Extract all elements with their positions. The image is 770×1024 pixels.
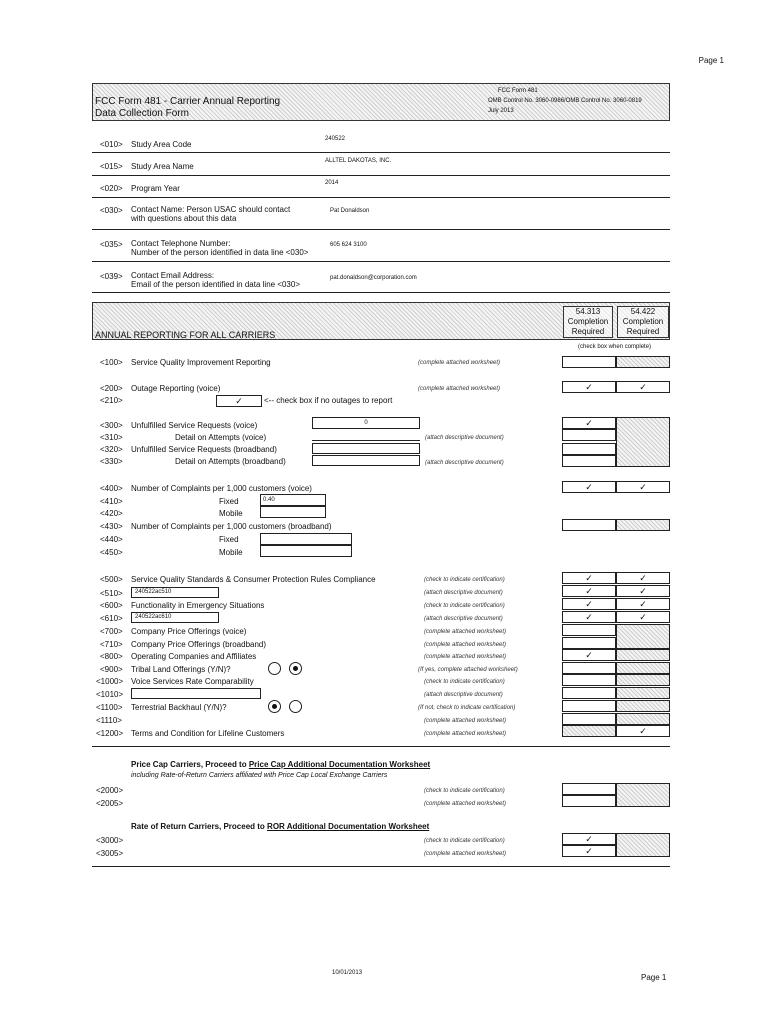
row-note: (attach descriptive document) bbox=[425, 435, 504, 441]
row-label: Terrestrial Backhaul (Y/N)? bbox=[131, 703, 227, 712]
checkbox-100-313[interactable] bbox=[562, 356, 616, 368]
checkbox-610-313[interactable]: ✓ bbox=[562, 611, 616, 623]
complaints-voice-mobile-input[interactable] bbox=[260, 506, 326, 518]
form-title: FCC Form 481 - Carrier Annual Reporting bbox=[95, 96, 281, 107]
col-54-313-header: 54.313 Completion Required bbox=[563, 306, 613, 338]
row-note: (check to indicate certification) bbox=[424, 679, 505, 685]
section-header bbox=[92, 302, 670, 340]
row-note: (complete attached worksheet) bbox=[418, 360, 501, 366]
program-year-value[interactable]: 2014 bbox=[325, 180, 339, 186]
doc-510-input[interactable]: 240522ac510 bbox=[131, 587, 219, 598]
row-label: Outage Reporting (voice) bbox=[131, 384, 221, 393]
field-code: <010> bbox=[100, 140, 123, 149]
row-note: (complete attached worksheet) bbox=[424, 801, 507, 807]
detail-broadband-input[interactable] bbox=[312, 455, 420, 466]
row-label: Terms and Condition for Lifeline Customers bbox=[131, 729, 285, 738]
field-label: Contact Email Address: bbox=[131, 271, 215, 280]
contact-email-value[interactable]: pat.donaldson@corporation.com bbox=[330, 275, 417, 281]
row-code: <3000> bbox=[96, 836, 124, 845]
checkbox-600-422[interactable]: ✓ bbox=[616, 598, 670, 610]
row-note: (If not, check to indicate certification) bbox=[418, 705, 516, 711]
row-label: Service Quality Standards & Consumer Protection Rules Compliance bbox=[131, 575, 376, 584]
row-code: <320> bbox=[100, 445, 123, 454]
row-note: (complete attached worksheet) bbox=[424, 629, 507, 635]
study-area-name-value[interactable]: ALLTEL DAKOTAS, INC. bbox=[325, 158, 392, 164]
row-code: <500> bbox=[100, 575, 123, 584]
unfulfilled-broadband-input[interactable] bbox=[312, 443, 420, 454]
form-header bbox=[92, 83, 670, 121]
checkbox-700-313[interactable] bbox=[562, 624, 616, 636]
row-label: Service Quality Improvement Reporting bbox=[131, 358, 271, 367]
row-note: (check to indicate certification) bbox=[424, 603, 505, 609]
row-code: <610> bbox=[100, 614, 123, 623]
row-note: (attach descriptive document) bbox=[424, 590, 503, 596]
na-700-422 bbox=[616, 624, 670, 649]
na-800-422 bbox=[616, 649, 670, 661]
row-note: (If yes, complete attached worksheet) bbox=[418, 667, 518, 673]
doc-1010-input[interactable] bbox=[131, 688, 261, 699]
tribal-yes-radio[interactable] bbox=[268, 662, 281, 675]
row-code: <420> bbox=[100, 509, 123, 518]
field-code: <015> bbox=[100, 162, 123, 171]
checkbox-610-422[interactable]: ✓ bbox=[616, 611, 670, 623]
checkbox-600-313[interactable]: ✓ bbox=[562, 598, 616, 610]
row-note: (check to indicate certification) bbox=[424, 838, 505, 844]
checkbox-3005-313[interactable]: ✓ bbox=[562, 845, 616, 857]
row-label: Functionality in Emergency Situations bbox=[131, 601, 265, 610]
tribal-no-radio[interactable] bbox=[289, 662, 302, 675]
row-note: (attach descriptive document) bbox=[424, 692, 503, 698]
backhaul-yes-radio[interactable] bbox=[268, 700, 281, 713]
na-3000-422 bbox=[616, 833, 670, 857]
na-2000-422 bbox=[616, 783, 670, 807]
checkbox-2005-313[interactable] bbox=[562, 795, 616, 807]
row-label: Operating Companies and Affiliates bbox=[131, 652, 257, 661]
field-label-sub: Number of the person identified in data line <030> bbox=[131, 248, 309, 257]
row-note: (complete attached worksheet) bbox=[424, 642, 507, 648]
row-label: Detail on Attempts (broadband) bbox=[175, 457, 286, 466]
row-label: Detail on Attempts (voice) bbox=[175, 433, 267, 442]
footer-date: 10/01/2013 bbox=[332, 970, 363, 976]
row-label: Mobile bbox=[219, 509, 243, 518]
field-label: Contact Telephone Number: bbox=[131, 239, 231, 248]
row-code: <330> bbox=[100, 457, 123, 466]
row-label: Fixed bbox=[219, 497, 239, 506]
row-code: <2000> bbox=[96, 786, 124, 795]
na-430-422 bbox=[616, 519, 670, 531]
na-100-422 bbox=[616, 356, 670, 368]
row-note: (check to indicate certification) bbox=[424, 788, 505, 794]
complaints-broadband-mobile-input[interactable] bbox=[260, 545, 352, 557]
row-label: Company Price Offerings (broadband) bbox=[131, 640, 267, 649]
row-label: Number of Complaints per 1,000 customers (broadband) bbox=[131, 522, 332, 531]
ror-worksheet-link[interactable]: ROR Additional Documentation Worksheet bbox=[267, 822, 430, 831]
row-note: (complete attached worksheet) bbox=[424, 851, 507, 857]
row-code: <100> bbox=[100, 358, 123, 367]
checkbox-3000-313[interactable]: ✓ bbox=[562, 833, 616, 845]
contact-name-value[interactable]: Pat Donaldson bbox=[330, 208, 370, 214]
checkbox-710-313[interactable] bbox=[562, 637, 616, 649]
row-label: Mobile bbox=[219, 548, 243, 557]
row-code: <450> bbox=[100, 548, 123, 557]
price-cap-heading: Price Cap Carriers, Proceed to Price Cap Additional Documentation Worksheet bbox=[131, 760, 431, 769]
no-outages-label: <-- check box if no outages to report bbox=[264, 396, 393, 405]
field-code: <030> bbox=[100, 206, 123, 215]
checkbox-400-313[interactable]: ✓ bbox=[562, 481, 616, 493]
checkbox-200-422[interactable]: ✓ bbox=[616, 381, 670, 393]
field-code: <020> bbox=[100, 184, 123, 193]
row-code: <1110> bbox=[96, 716, 122, 725]
row-label: Company Price Offerings (voice) bbox=[131, 627, 247, 636]
row-label: Number of Complaints per 1,000 customers (voice) bbox=[131, 484, 312, 493]
row-note: (complete attached worksheet) bbox=[424, 718, 507, 724]
row-code: <600> bbox=[100, 601, 123, 610]
row-code: <300> bbox=[100, 421, 123, 430]
row-label: Fixed bbox=[219, 535, 239, 544]
field-label: Study Area Code bbox=[131, 140, 192, 149]
checkbox-2000-313[interactable] bbox=[562, 783, 616, 795]
row-note: (complete attached worksheet) bbox=[424, 654, 507, 660]
na-1100-422 bbox=[616, 700, 670, 712]
row-note: (complete attached worksheet) bbox=[424, 731, 507, 737]
field-label-sub: with questions about this data bbox=[131, 214, 237, 223]
field-label: Program Year bbox=[131, 184, 180, 193]
row-code: <1200> bbox=[96, 729, 124, 738]
checkbox-500-313[interactable]: ✓ bbox=[562, 572, 616, 584]
checkbox-1200-422[interactable]: ✓ bbox=[616, 725, 670, 737]
form-subtitle: Data Collection Form bbox=[95, 108, 189, 119]
page-number-top: Page 1 bbox=[698, 56, 724, 65]
checkbox-310-313[interactable] bbox=[562, 429, 616, 441]
row-code: <410> bbox=[100, 497, 123, 506]
row-code: <900> bbox=[100, 665, 123, 674]
doc-610-input[interactable]: 240522ac610 bbox=[131, 612, 219, 623]
contact-phone-value[interactable]: 605 624 3100 bbox=[330, 242, 367, 248]
na-1200-313 bbox=[562, 725, 616, 737]
checkbox-400-422[interactable]: ✓ bbox=[616, 481, 670, 493]
row-note: (attach descriptive document) bbox=[425, 460, 504, 466]
backhaul-no-radio[interactable] bbox=[289, 700, 302, 713]
form-date: July 2013 bbox=[488, 108, 514, 114]
checkbox-1100-313[interactable] bbox=[562, 700, 616, 712]
checkbox-510-422[interactable]: ✓ bbox=[616, 585, 670, 597]
complaints-broadband-fixed-input[interactable] bbox=[260, 533, 352, 545]
unfulfilled-voice-input[interactable]: 0 bbox=[312, 417, 420, 429]
omb-control: OMB Control No. 3060-0986/OMB Control No. 3060-0819 bbox=[488, 98, 642, 104]
price-cap-sub: including Rate-of-Return Carriers affiliated with Price Cap Local Exchange Carriers bbox=[131, 772, 388, 779]
form-number: FCC Form 481 bbox=[498, 88, 538, 94]
row-code: <400> bbox=[100, 484, 123, 493]
checkbox-300-313[interactable]: ✓ bbox=[562, 417, 616, 429]
page-number-bottom: Page 1 bbox=[641, 973, 667, 982]
checkbox-510-313[interactable]: ✓ bbox=[562, 585, 616, 597]
row-label: Tribal Land Offerings (Y/N)? bbox=[131, 665, 231, 674]
row-code: <430> bbox=[100, 522, 123, 531]
row-label: Unfulfilled Service Requests (voice) bbox=[131, 421, 258, 430]
row-note: (check to indicate certification) bbox=[424, 577, 505, 583]
field-label: Contact Name: Person USAC should contact bbox=[131, 205, 291, 214]
field-code: <035> bbox=[100, 240, 123, 249]
row-code: <1010> bbox=[96, 690, 124, 699]
row-label: Unfulfilled Service Requests (broadband) bbox=[131, 445, 277, 454]
checkbox-1010-313[interactable] bbox=[562, 687, 616, 699]
row-code: <210> bbox=[100, 396, 123, 405]
checkbox-330-313[interactable] bbox=[562, 455, 616, 467]
row-code: <710> bbox=[100, 640, 123, 649]
field-label-sub: Email of the person identified in data line <030> bbox=[131, 280, 301, 289]
checkbox-500-422[interactable]: ✓ bbox=[616, 572, 670, 584]
na-1000-422 bbox=[616, 674, 670, 686]
field-code: <039> bbox=[100, 272, 123, 281]
checkbox-1000-313[interactable] bbox=[562, 674, 616, 686]
checkbox-900-313[interactable] bbox=[562, 662, 616, 674]
checkbox-800-313[interactable]: ✓ bbox=[562, 649, 616, 661]
check-note: (check box when complete) bbox=[578, 344, 652, 350]
study-area-code-value[interactable]: 240522 bbox=[325, 136, 346, 142]
na-300-422 bbox=[616, 417, 670, 467]
row-note: (complete attached worksheet) bbox=[418, 386, 501, 392]
no-outages-checkbox[interactable]: ✓ bbox=[216, 395, 262, 407]
col-54-422-header: 54.422 Completion Required bbox=[617, 306, 669, 338]
checkbox-1110-313[interactable] bbox=[562, 713, 616, 725]
row-code: <310> bbox=[100, 433, 123, 442]
row-note: (attach descriptive document) bbox=[424, 616, 503, 622]
row-code: <1000> bbox=[96, 677, 124, 686]
ror-heading: Rate of Return Carriers, Proceed to ROR Additional Documentation Worksheet bbox=[131, 822, 430, 831]
checkbox-430-313[interactable] bbox=[562, 519, 616, 531]
row-code: <700> bbox=[100, 627, 123, 636]
na-1010-422 bbox=[616, 687, 670, 699]
checkbox-320-313[interactable] bbox=[562, 443, 616, 455]
row-code: <3005> bbox=[96, 849, 124, 858]
row-code: <800> bbox=[100, 652, 123, 661]
na-1110-422 bbox=[616, 713, 670, 725]
row-code: <200> bbox=[100, 384, 123, 393]
checkbox-200-313[interactable]: ✓ bbox=[562, 381, 616, 393]
row-code: <440> bbox=[100, 535, 123, 544]
field-label: Study Area Name bbox=[131, 162, 194, 171]
row-code: <510> bbox=[100, 589, 123, 598]
na-900-422 bbox=[616, 662, 670, 674]
complaints-voice-fixed-input[interactable]: 0.40 bbox=[260, 494, 326, 506]
row-label: Voice Services Rate Comparability bbox=[131, 677, 254, 686]
price-cap-worksheet-link[interactable]: Price Cap Additional Documentation Worksheet bbox=[248, 760, 431, 769]
row-code: <2005> bbox=[96, 799, 124, 808]
section-title: ANNUAL REPORTING FOR ALL CARRIERS bbox=[95, 330, 276, 340]
row-code: <1100> bbox=[96, 703, 123, 712]
